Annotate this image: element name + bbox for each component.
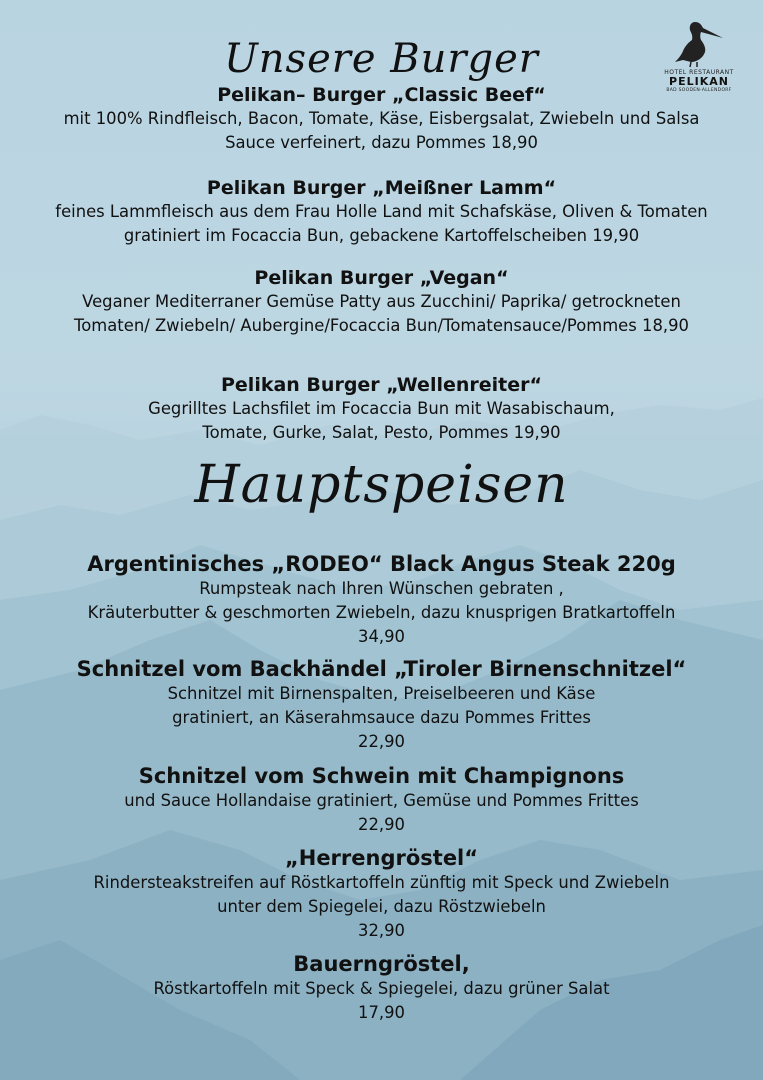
menu-item-description: Gegrilltes Lachsfilet im Focaccia Bun mit Wasabischaum,	[148, 399, 615, 418]
menu-item-description: Tomaten/ Zwiebeln/ Aubergine/Focaccia Bun/Tomatensauce/Pommes 18,90	[74, 316, 689, 335]
menu-item-description: unter dem Spiegelei, dazu Röstzwiebeln	[217, 897, 546, 916]
menu-item-price: 17,90	[358, 1003, 405, 1022]
menu-item-title: Schnitzel vom Schwein mit Champignons	[138, 764, 625, 788]
menu-item-description: gratiniert im Focaccia Bun, gebackene Kartoffelscheiben 19,90	[123, 226, 640, 245]
menu-item-price: 32,90	[358, 921, 405, 940]
menu-item-description: Sauce verfeinert, dazu Pommes 18,90	[225, 133, 538, 152]
menu-item-price: 22,90	[358, 815, 405, 834]
menu-item-herrengroestel	[0, 845, 763, 943]
logo-location: BAD SOODEN-ALLENDORF	[666, 88, 732, 93]
menu-item-meissner-lamm	[0, 176, 763, 248]
menu-item-description: Rindersteakstreifen auf Röstkartoffeln zünftig mit Speck und Zwiebeln	[93, 873, 670, 892]
menu-item-title: Pelikan– Burger „Classic Beef“	[217, 84, 546, 106]
menu-item-description: Schnitzel mit Birnenspalten, Preiselbeeren und Käse	[167, 684, 596, 703]
menu-item-description: und Sauce Hollandaise gratiniert, Gemüse und Pommes Frittes	[124, 791, 639, 810]
menu-item-price: 34,90	[358, 627, 405, 646]
menu-item-title: Schnitzel vom Backhändel „Tiroler Birnenschnitzel“	[76, 657, 687, 681]
menu-item-price: 22,90	[358, 732, 405, 751]
menu-item-wellenreiter	[0, 373, 763, 445]
menu-item-tiroler-birnenschnitzel	[0, 656, 763, 754]
menu-item-title: Pelikan Burger „Meißner Lamm“	[206, 177, 557, 199]
menu-item-title: Argentinisches „RODEO“ Black Angus Steak 220g	[87, 552, 676, 576]
menu-item-description: Rumpsteak nach Ihren Wünschen gebraten ,	[199, 579, 564, 598]
menu-item-description: Kräuterbutter & geschmorten Zwiebeln, dazu knusprigen Bratkartoffeln	[87, 603, 676, 622]
logo-name: PELIKAN	[669, 75, 729, 88]
menu-item-title: Bauerngröstel,	[293, 952, 470, 976]
menu-item-bauerngroestel	[0, 951, 763, 1025]
menu-item-title: „Herrengröstel“	[284, 846, 479, 870]
menu-item-description: Röstkartoffeln mit Speck & Spiegelei, dazu grüner Salat	[153, 979, 610, 998]
menu-item-description: gratiniert, an Käserahmsauce dazu Pommes Frittes	[172, 708, 591, 727]
menu-item-description: mit 100% Rindfleisch, Bacon, Tomate, Käse, Eisbergsalat, Zwiebeln und Salsa	[63, 109, 700, 128]
main-section-heading: Hauptspeisen	[194, 455, 569, 515]
menu-item-title: Pelikan Burger „Vegan“	[254, 267, 509, 289]
menu-item-schwein-champignons	[0, 763, 763, 837]
logo-line-hotel-restaurant: HOTEL RESTAURANT	[664, 69, 734, 76]
menu-item-description: Tomate, Gurke, Salat, Pesto, Pommes 19,90	[202, 423, 561, 442]
menu-item-description: Veganer Mediterraner Gemüse Patty aus Zucchini/ Paprika/ getrockneten	[82, 292, 681, 311]
menu-item-vegan	[0, 266, 763, 338]
menu-item-description: feines Lammfleisch aus dem Frau Holle Land mit Schafskäse, Oliven & Tomaten	[55, 202, 708, 221]
burger-section-heading: Unsere Burger	[224, 36, 539, 82]
menu-item-rodeo-steak	[0, 551, 763, 649]
menu-item-classic-beef	[0, 83, 763, 155]
menu-item-title: Pelikan Burger „Wellenreiter“	[221, 374, 542, 396]
